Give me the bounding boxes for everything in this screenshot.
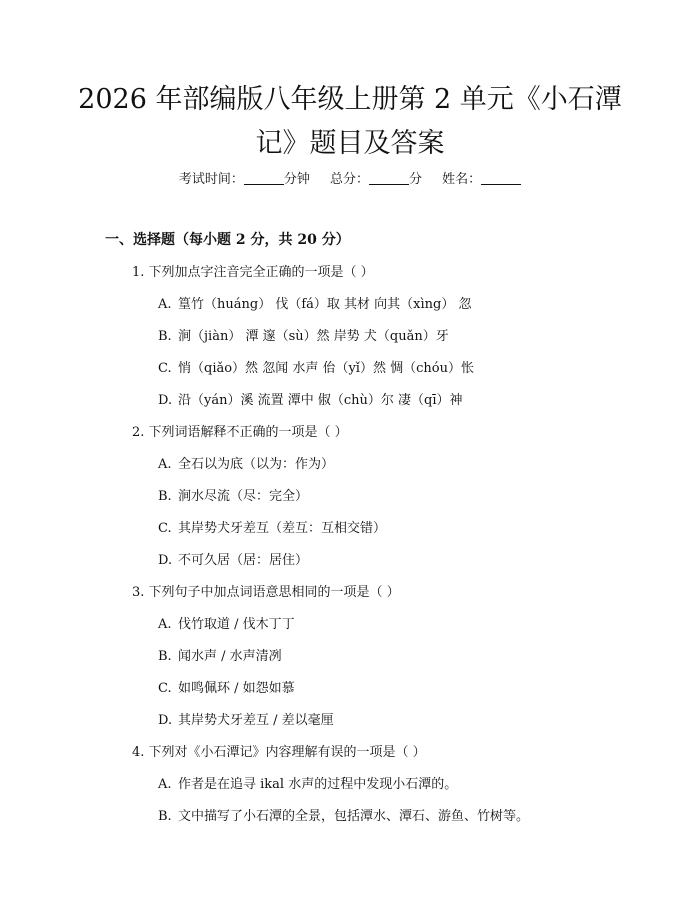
question-1-option-a[interactable] bbox=[158, 293, 471, 312]
section-title: 一、选择题（每小题 2 分，共 20 分） bbox=[105, 232, 350, 248]
option-text: 伐竹取道 / 伐木丁丁 bbox=[178, 617, 295, 632]
option-letter: C. bbox=[158, 681, 172, 696]
time-blank[interactable] bbox=[244, 184, 284, 185]
question-3-option-d[interactable] bbox=[158, 709, 334, 728]
question-4: 4. 下列对《小石潭记》内容理解有误的一项是（ ） bbox=[132, 745, 426, 760]
option-text: 其岸势犬牙差互（差互：互相交错） bbox=[178, 521, 387, 536]
option-letter: B. bbox=[158, 809, 172, 824]
document-title bbox=[60, 78, 640, 166]
title-line-1: 2026 年部编版八年级上册第 2 单元《小石潭 bbox=[78, 84, 622, 115]
time-label: 考试时间： bbox=[178, 172, 244, 187]
option-text: 悄（qiǎo）然 忽闻 水声 佁（yǐ）然 惆（chóu）怅 bbox=[178, 361, 474, 376]
question-4-option-b[interactable] bbox=[158, 805, 529, 824]
question-3: 3. 下列句子中加点词语意思相同的一项是（ ） bbox=[132, 585, 400, 600]
question-2-option-c[interactable] bbox=[158, 517, 386, 536]
option-text: 涧（jiàn） 潭 邃（sù）然 岸势 犬（quǎn）牙 bbox=[178, 329, 449, 344]
question-2-option-b[interactable] bbox=[158, 485, 308, 504]
exam-name bbox=[442, 172, 521, 187]
title-line-2: 记》题目及答案 bbox=[255, 128, 445, 159]
exam-time bbox=[179, 172, 314, 187]
option-text: 篁竹（huáng） 伐（fá）取 其材 向其（xìng） 忽 bbox=[178, 297, 472, 312]
question-4-option-a[interactable] bbox=[158, 773, 457, 792]
question-3-option-c[interactable] bbox=[158, 677, 295, 696]
option-letter: B. bbox=[158, 649, 172, 664]
score-blank[interactable] bbox=[369, 184, 409, 185]
option-letter: C. bbox=[158, 361, 172, 376]
exam-meta bbox=[0, 168, 700, 187]
option-text: 作者是在追寻 ikal 水声的过程中发现小石潭的。 bbox=[178, 777, 458, 792]
question-3-option-a[interactable] bbox=[158, 613, 295, 632]
option-letter: D. bbox=[158, 553, 173, 568]
option-text: 沿（yán）溪 流置 潭中 俶（chù）尔 凄（qī）神 bbox=[178, 393, 463, 408]
option-letter: A. bbox=[158, 617, 172, 632]
exam-score bbox=[330, 172, 426, 187]
option-text: 如鸣佩环 / 如怨如慕 bbox=[178, 681, 295, 696]
option-letter: B. bbox=[158, 329, 172, 344]
question-3-option-b[interactable] bbox=[158, 645, 282, 664]
option-letter: C. bbox=[158, 521, 172, 536]
score-unit: 分 bbox=[409, 172, 423, 187]
option-text: 闻水声 / 水声清冽 bbox=[178, 649, 282, 664]
question-1-option-c[interactable] bbox=[158, 357, 474, 376]
question-1-option-d[interactable] bbox=[158, 389, 463, 408]
option-text: 全石以为底（以为：作为） bbox=[178, 457, 335, 472]
option-letter: A. bbox=[158, 457, 172, 472]
question-1-option-b[interactable] bbox=[158, 325, 449, 344]
option-letter: D. bbox=[158, 713, 173, 728]
score-label: 总分： bbox=[329, 172, 369, 187]
option-text: 文中描写了小石潭的全景，包括潭水、潭石、游鱼、竹树等。 bbox=[178, 809, 530, 824]
question-2: 2. 下列词语解释不正确的一项是（ ） bbox=[132, 425, 348, 440]
name-label: 姓名： bbox=[442, 172, 482, 187]
question-2-option-a[interactable] bbox=[158, 453, 334, 472]
time-unit: 分钟 bbox=[283, 172, 310, 187]
option-text: 不可久居（居：居住） bbox=[178, 553, 309, 568]
option-letter: D. bbox=[158, 393, 173, 408]
option-letter: A. bbox=[158, 297, 172, 312]
question-1: 1. 下列加点字注音完全正确的一项是（ ） bbox=[132, 265, 374, 280]
option-letter: B. bbox=[158, 489, 172, 504]
option-text: 其岸势犬牙差互 / 差以毫厘 bbox=[178, 713, 334, 728]
name-blank[interactable] bbox=[481, 184, 521, 185]
question-2-option-d[interactable] bbox=[158, 549, 308, 568]
option-text: 涧水尽流（尽：完全） bbox=[178, 489, 309, 504]
option-letter: A. bbox=[158, 777, 172, 792]
